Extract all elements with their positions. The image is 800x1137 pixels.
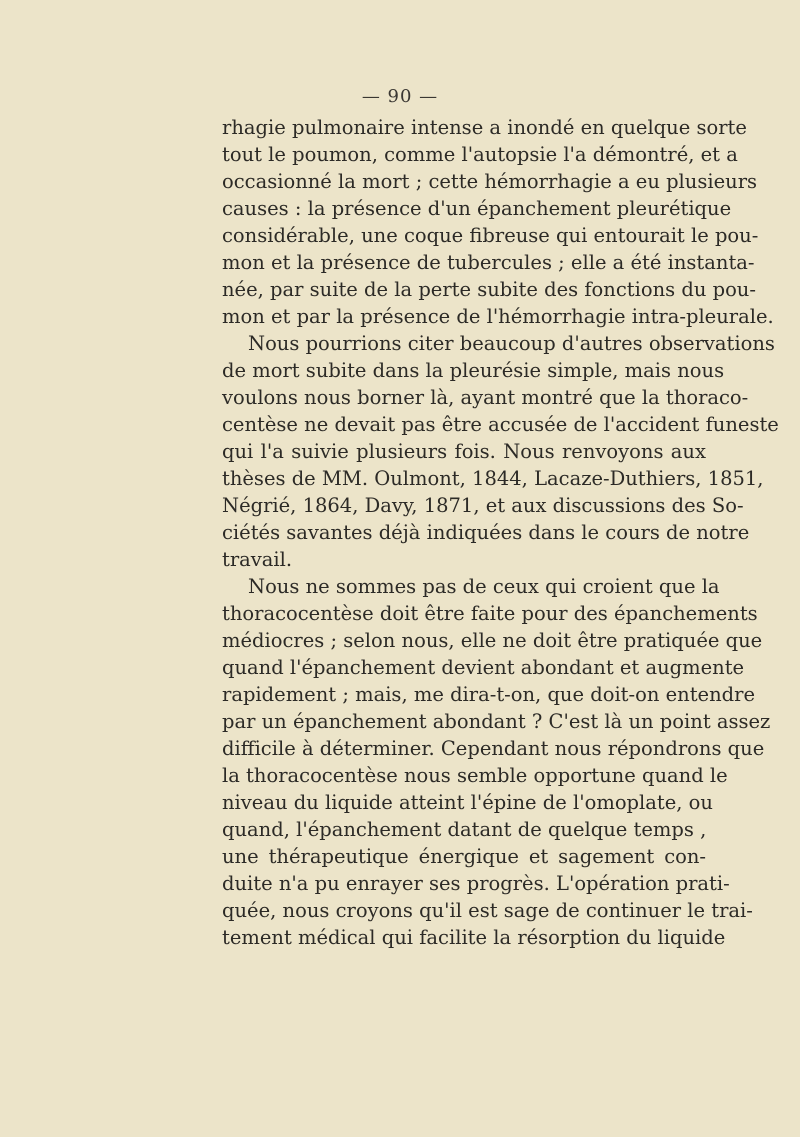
text-line: niveau du liquide atteint l'épine de l'omoplate, ou bbox=[222, 791, 713, 814]
paragraph-3 bbox=[222, 573, 771, 951]
text-line: tout le poumon, comme l'autopsie l'a démontré, et a bbox=[222, 143, 738, 166]
text-line: la thoracocentèse nous semble opportune quand le bbox=[222, 764, 728, 787]
paragraph-2 bbox=[222, 330, 779, 573]
text-line: tement médical qui facilite la résorption du liquide bbox=[222, 926, 726, 949]
text-line: voulons nous borner là, ayant montré que la thoraco- bbox=[222, 386, 749, 409]
text-line: thèses de MM. Oulmont, 1844, Lacaze-Duthiers, 1851, bbox=[222, 467, 764, 490]
text-line: par un épanchement abondant ? C'est là un point assez bbox=[222, 710, 771, 733]
text-line: duite n'a pu enrayer ses progrès. L'opération prati- bbox=[222, 872, 730, 895]
text-line: rhagie pulmonaire intense a inondé en quelque sorte bbox=[222, 116, 747, 139]
text-line: qui l'a suivie plusieurs fois. Nous renvoyons aux bbox=[222, 440, 706, 463]
text-line: née, par suite de la perte subite des fonctions du pou- bbox=[222, 278, 756, 301]
text-line: de mort subite dans la pleurésie simple, mais nous bbox=[222, 359, 725, 382]
text-line: Nous pourrions citer beaucoup d'autres observations bbox=[248, 332, 775, 355]
text-line: difficile à déterminer. Cependant nous répondrons que bbox=[222, 737, 765, 760]
text-line: causes : la présence d'un épanchement pleurétique bbox=[222, 197, 732, 220]
text-line: médiocres ; selon nous, elle ne doit être pratiquée que bbox=[222, 629, 763, 652]
text-line: Négrié, 1864, Davy, 1871, et aux discussions des So- bbox=[222, 494, 744, 517]
text-line: quée, nous croyons qu'il est sage de continuer le trai- bbox=[222, 899, 753, 922]
text-line: considérable, une coque fibreuse qui entourait le pou- bbox=[222, 224, 759, 247]
text-line: centèse ne devait pas être accusée de l'accident funeste bbox=[222, 413, 779, 436]
text-line: occasionné la mort ; cette hémorrhagie a eu plusieurs bbox=[222, 170, 758, 193]
text-line: travail. bbox=[222, 548, 293, 571]
body-text bbox=[222, 114, 779, 951]
paragraph-1 bbox=[222, 114, 774, 330]
text-line: mon et par la présence de l'hémorrhagie intra-pleurale. bbox=[222, 305, 774, 328]
text-line: rapidement ; mais, me dira-t-on, que doit-on entendre bbox=[222, 683, 755, 706]
text-line: une thérapeutique énergique et sagement con- bbox=[222, 845, 706, 868]
text-line: ciétés savantes déjà indiquées dans le cours de notre bbox=[222, 521, 750, 544]
text-line: thoracocentèse doit être faite pour des épanchements bbox=[222, 602, 758, 625]
page-number: — 90 — bbox=[361, 86, 439, 107]
text-line: mon et la présence de tubercules ; elle a été instanta- bbox=[222, 251, 755, 274]
text-line: quand, l'épanchement datant de quelque temps , bbox=[222, 818, 707, 841]
text-line: quand l'épanchement devient abondant et augmente bbox=[222, 656, 745, 679]
text-line: Nous ne sommes pas de ceux qui croient que la bbox=[248, 575, 720, 598]
